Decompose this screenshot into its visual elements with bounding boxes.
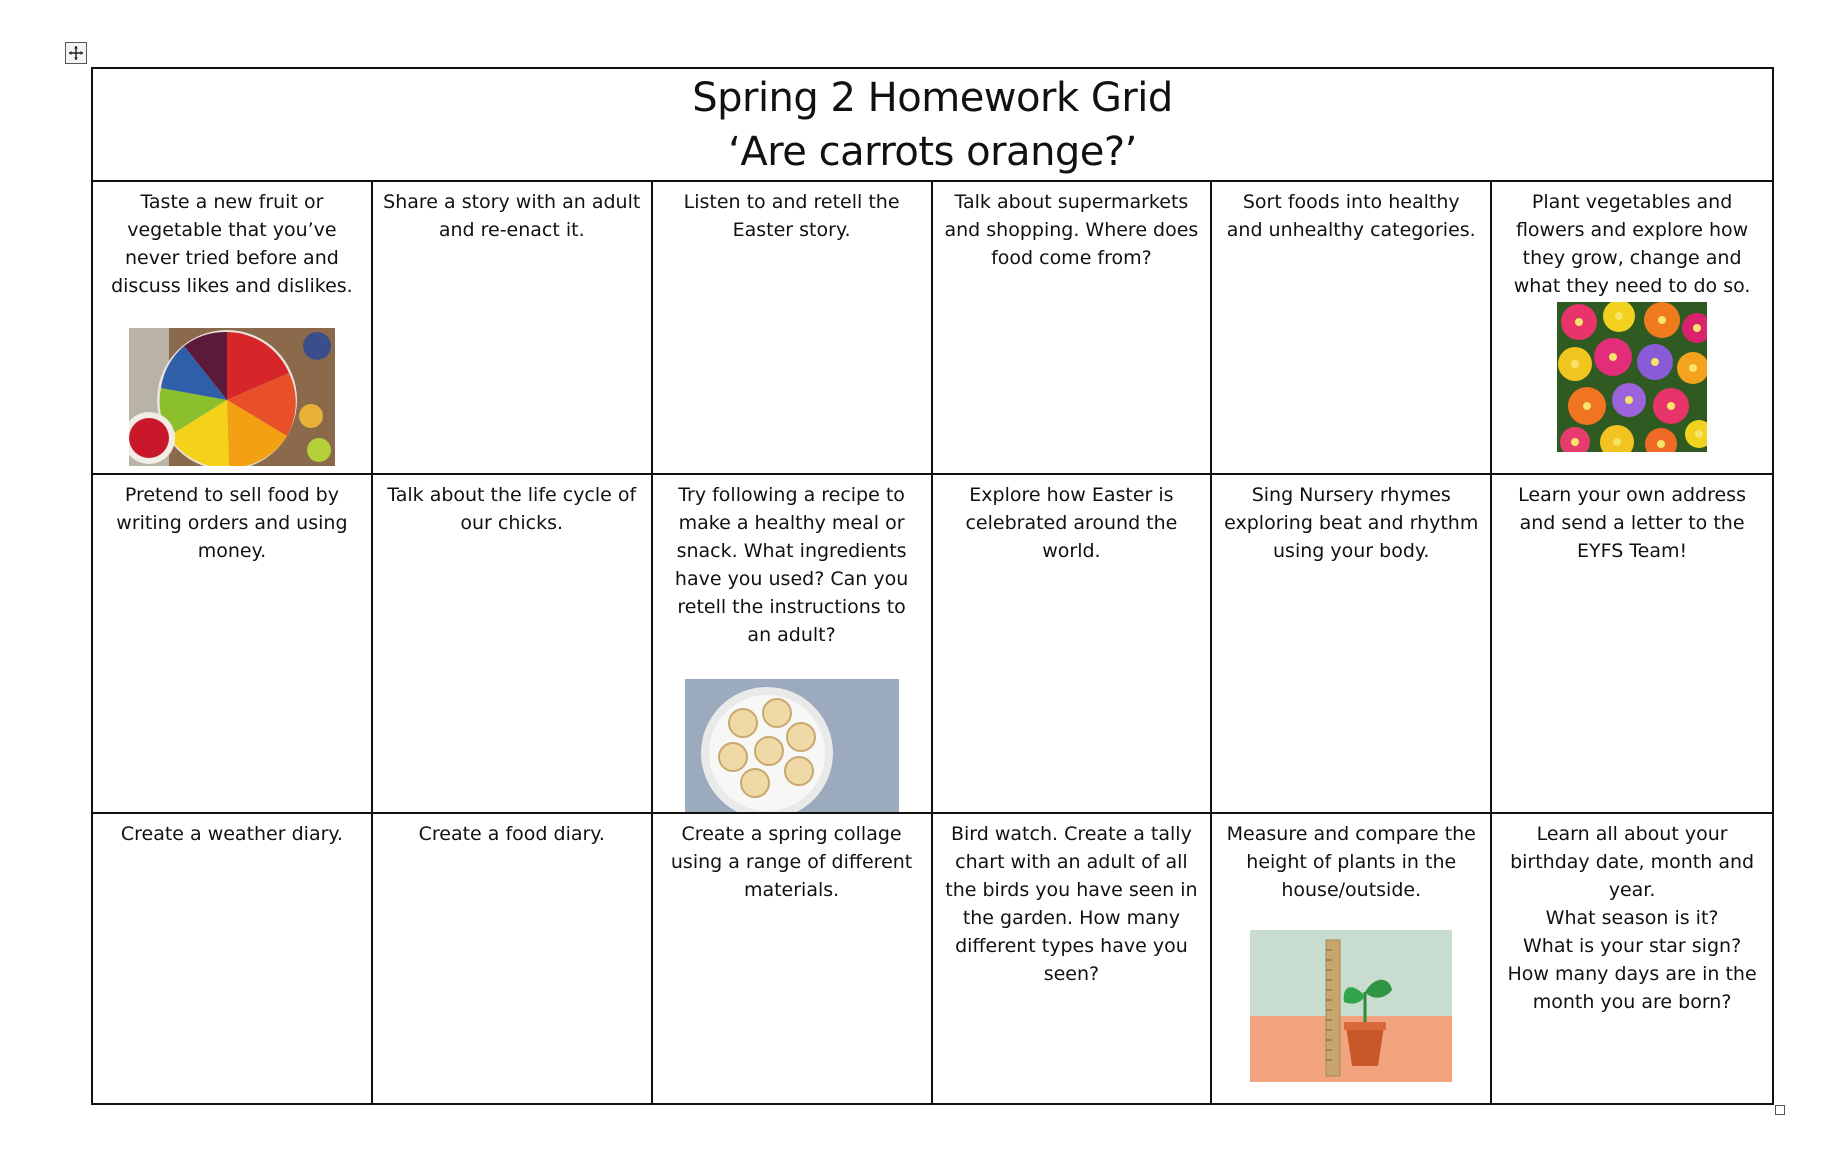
grid-cell[interactable] bbox=[933, 475, 1213, 814]
grid-cell[interactable] bbox=[933, 182, 1213, 475]
grid-cell[interactable] bbox=[373, 475, 653, 814]
grid-cell[interactable] bbox=[373, 814, 653, 1103]
cell-text: Create a food diary. bbox=[418, 823, 605, 845]
grid-cell[interactable] bbox=[1492, 182, 1772, 475]
grid-cell[interactable] bbox=[653, 182, 933, 475]
cell-text: Share a story with an adult and re-enact it. bbox=[383, 191, 641, 241]
cell-text: Plant vegetables and flowers and explore how they grow, change and what they need to do so. bbox=[1513, 191, 1751, 297]
grid-cell[interactable] bbox=[1492, 475, 1772, 814]
grid-cell[interactable] bbox=[653, 475, 933, 814]
grid-cell[interactable] bbox=[93, 814, 373, 1103]
grid-cell[interactable] bbox=[933, 814, 1213, 1103]
grid-cell[interactable] bbox=[93, 182, 373, 475]
cell-text: Learn your own address and send a letter to the EYFS Team! bbox=[1518, 484, 1746, 562]
cell-text: Create a weather diary. bbox=[120, 823, 343, 845]
move-arrows-icon bbox=[68, 45, 84, 61]
cell-text: Taste a new fruit or vegetable that you’ve never tried before and discuss likes and dislikes. bbox=[111, 191, 353, 297]
cell-text: Sing Nursery rhymes exploring beat and rhythm using your body. bbox=[1224, 484, 1479, 562]
grid-cell[interactable] bbox=[653, 814, 933, 1103]
cell-text: Listen to and retell the Easter story. bbox=[683, 191, 900, 241]
fruit-bowl-photo bbox=[129, 328, 335, 466]
document-subtitle: ‘Are carrots orange?’ bbox=[728, 128, 1137, 175]
title-cell bbox=[93, 69, 1772, 182]
grid-cell[interactable] bbox=[1212, 814, 1492, 1103]
grid-cell[interactable] bbox=[1212, 475, 1492, 814]
cell-text: Try following a recipe to make a healthy meal or snack. What ingredients have you used? Can you retell the instructions to an adult? bbox=[674, 484, 909, 646]
flowers-photo bbox=[1557, 302, 1707, 452]
cell-text: Create a spring collage using a range of different materials. bbox=[670, 823, 913, 901]
cell-text: Pretend to sell food by writing orders and using money. bbox=[116, 484, 348, 562]
cell-text: Learn all about your birthday date, month and year. What season is it? What is your star sign? How many days are in the month you are born? bbox=[1507, 823, 1757, 1013]
plant-ruler-photo bbox=[1250, 930, 1452, 1082]
grid-cell[interactable] bbox=[1212, 182, 1492, 475]
cell-text: Bird watch. Create a tally chart with an adult of all the birds you have seen in the garden. How many different types have you seen? bbox=[945, 823, 1198, 985]
banana-plate-photo bbox=[685, 679, 899, 812]
grid-cell[interactable] bbox=[93, 475, 373, 814]
document-title: Spring 2 Homework Grid bbox=[692, 74, 1173, 121]
cell-text: Sort foods into healthy and unhealthy categories. bbox=[1226, 191, 1476, 241]
grid-cell[interactable] bbox=[373, 182, 653, 475]
cell-text: Measure and compare the height of plants in the house/outside. bbox=[1226, 823, 1476, 901]
grid-cell[interactable] bbox=[1492, 814, 1772, 1103]
table-move-handle[interactable] bbox=[65, 42, 87, 64]
homework-grid-table bbox=[91, 67, 1774, 1105]
cell-text: Talk about supermarkets and shopping. Where does food come from? bbox=[944, 191, 1199, 269]
cell-text: Talk about the life cycle of our chicks. bbox=[387, 484, 637, 534]
table-resize-handle[interactable] bbox=[1775, 1105, 1785, 1115]
cell-text: Explore how Easter is celebrated around the world. bbox=[965, 484, 1178, 562]
